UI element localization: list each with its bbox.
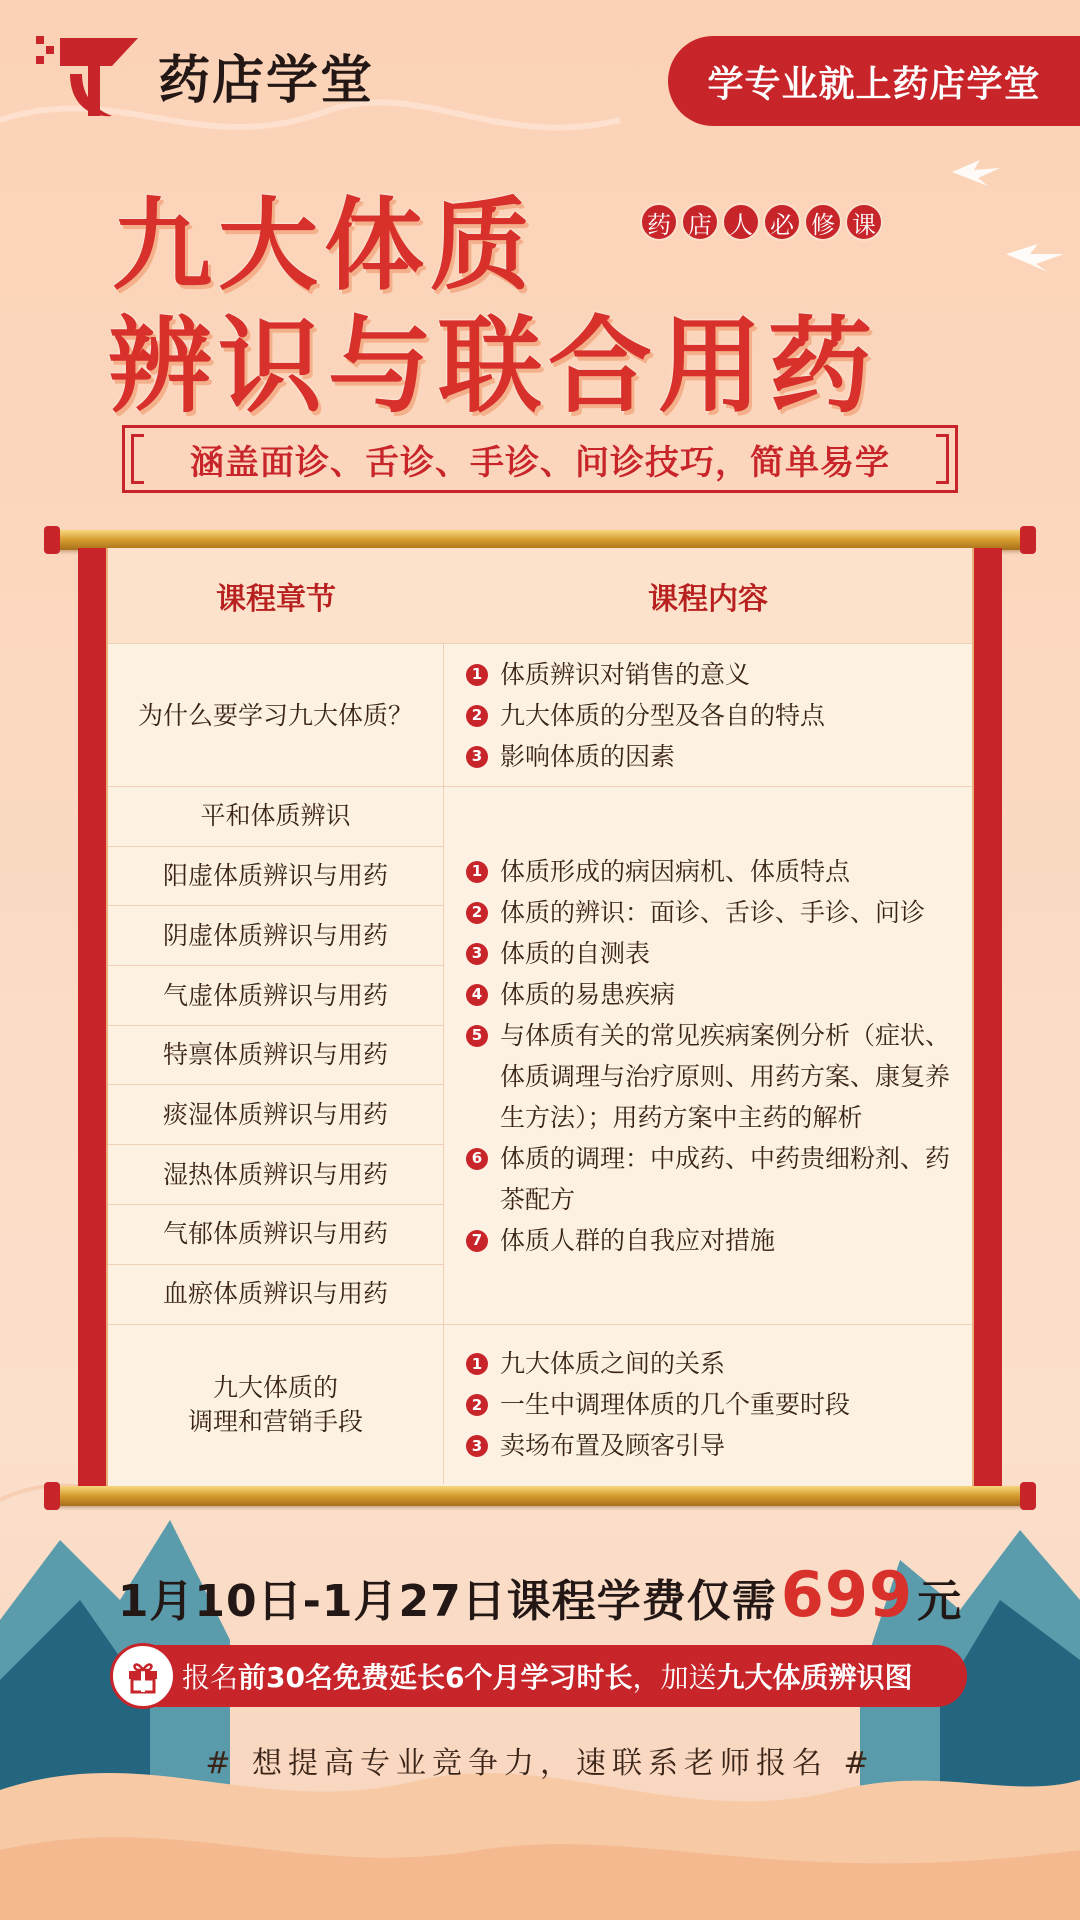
table-row [108, 787, 972, 1325]
brand-name: 药店学堂 [158, 50, 375, 111]
badge-char: 药 [640, 203, 678, 241]
badge-char: 修 [804, 203, 842, 241]
chapter-cell: 湿热体质辨识与用药 [108, 1145, 443, 1205]
list-item [466, 1220, 950, 1261]
scroll-rod-bottom [50, 1486, 1030, 1506]
content-column [444, 644, 972, 786]
number-badge: 6 [466, 1148, 488, 1170]
number-badge: 3 [466, 746, 488, 768]
list-item [466, 654, 950, 695]
list-item [466, 974, 950, 1015]
required-course-badge [640, 203, 883, 241]
item-text: 体质的调理：中成药、中药贵细粉剂、药茶配方 [500, 1143, 951, 1214]
number-badge: 3 [466, 943, 488, 965]
chapter-cell: 平和体质辨识 [108, 787, 443, 847]
badge-char: 店 [681, 203, 719, 241]
gift-text-4: 九大体质辨识图 [716, 1661, 913, 1694]
number-badge: 2 [466, 705, 488, 727]
chapter-cell: 特禀体质辨识与用药 [108, 1026, 443, 1086]
item-text: 卖场布置及顾客引导 [500, 1431, 726, 1460]
number-badge: 1 [466, 664, 488, 686]
brand-logo[interactable] [30, 28, 374, 122]
number-badge: 5 [466, 1025, 488, 1047]
price-prefix: 1月10日-1月27日课程学费仅需 [117, 1576, 777, 1627]
number-badge: 2 [466, 1394, 488, 1416]
item-text: 体质的自测表 [500, 938, 651, 968]
content-column [444, 787, 972, 1324]
gift-text-1: 报名 [182, 1661, 239, 1694]
chapter-cell: 血瘀体质辨识与用药 [162, 1279, 388, 1309]
chapter-column [108, 1325, 444, 1484]
chapter-cell: 气虚体质辨识与用药 [108, 966, 443, 1026]
number-badge: 1 [466, 1353, 488, 1375]
gift-banner[interactable] [112, 1645, 967, 1707]
badge-char: 必 [763, 203, 801, 241]
list-item [466, 1425, 950, 1466]
number-badge: 4 [466, 984, 488, 1006]
list-item [466, 1384, 950, 1425]
number-badge: 2 [466, 902, 488, 924]
hero-title-line2: 辨识与联合用药 [108, 304, 879, 427]
number-badge: 1 [466, 861, 488, 883]
item-text: 体质人群的自我应对措施 [500, 1225, 776, 1255]
gift-text-3: ，加送 [632, 1661, 717, 1694]
item-text: 体质的易患疾病 [500, 979, 676, 1009]
item-text: 体质辨识对销售的意义 [500, 659, 751, 689]
chapter-cell: 为什么要学习九大体质？ [137, 700, 413, 730]
brand-logo-icon [30, 28, 148, 122]
course-scroll [78, 548, 1002, 1486]
list-item [466, 1015, 950, 1138]
item-text: 体质形成的病因病机、体质特点 [500, 856, 851, 886]
chapter-cell: 痰湿体质辨识与用药 [108, 1085, 443, 1145]
scroll-rod-top [50, 530, 1030, 550]
badge-char: 课 [845, 203, 883, 241]
table-row [108, 1325, 972, 1484]
slogan-banner[interactable]: 学专业就上药店学堂 [668, 36, 1080, 126]
chapter-cell: 阳虚体质辨识与用药 [108, 847, 443, 907]
header-chapter: 课程章节 [216, 581, 336, 617]
content-column [444, 1325, 972, 1484]
course-table [106, 548, 974, 1486]
chapter-cell: 气郁体质辨识与用药 [108, 1205, 443, 1265]
item-text: 与体质有关的常见疾病案例分析（症状、体质调理与治疗原则、用药方案、康复养生方法）；用药方案中主药的解析 [500, 1020, 951, 1132]
price-line [0, 1558, 1080, 1631]
list-item [466, 1343, 950, 1384]
header-content: 课程内容 [648, 581, 768, 617]
hero-title-line1: 九大体质 [112, 186, 536, 304]
table-header [108, 548, 972, 644]
price-unit: 元 [917, 1576, 963, 1627]
gift-text-2: 前30名免费延长6个月学习时长 [238, 1661, 633, 1694]
number-badge: 7 [466, 1230, 488, 1252]
list-item [466, 736, 950, 777]
item-text: 九大体质之间的关系 [500, 1349, 726, 1378]
item-text: 体质的辨识：面诊、舌诊、手诊、问诊 [500, 897, 926, 927]
item-text: 影响体质的因素 [500, 741, 676, 771]
gift-icon [110, 1643, 176, 1709]
chapter-column [108, 787, 444, 1324]
list-item [466, 892, 950, 933]
footer-call-to-action: # 想提高专业竞争力，速联系老师报名 # [205, 1746, 875, 1781]
list-item [466, 695, 950, 736]
chapter-column [108, 644, 444, 786]
chapter-cell: 阴虚体质辨识与用药 [108, 906, 443, 966]
number-badge: 3 [466, 1435, 488, 1457]
item-text: 一生中调理体质的几个重要时段 [500, 1390, 851, 1419]
table-row [108, 644, 972, 787]
list-item [466, 1138, 950, 1220]
hero-subtitle: 涵盖面诊、舌诊、手诊、问诊技巧，简单易学 [122, 425, 958, 493]
list-item [466, 933, 950, 974]
chapter-cell: 九大体质的 调理和营销手段 [187, 1372, 363, 1436]
badge-char: 人 [722, 203, 760, 241]
price-value: 699 [780, 1558, 914, 1631]
list-item [466, 851, 950, 892]
item-text: 九大体质的分型及各自的特点 [500, 700, 826, 730]
